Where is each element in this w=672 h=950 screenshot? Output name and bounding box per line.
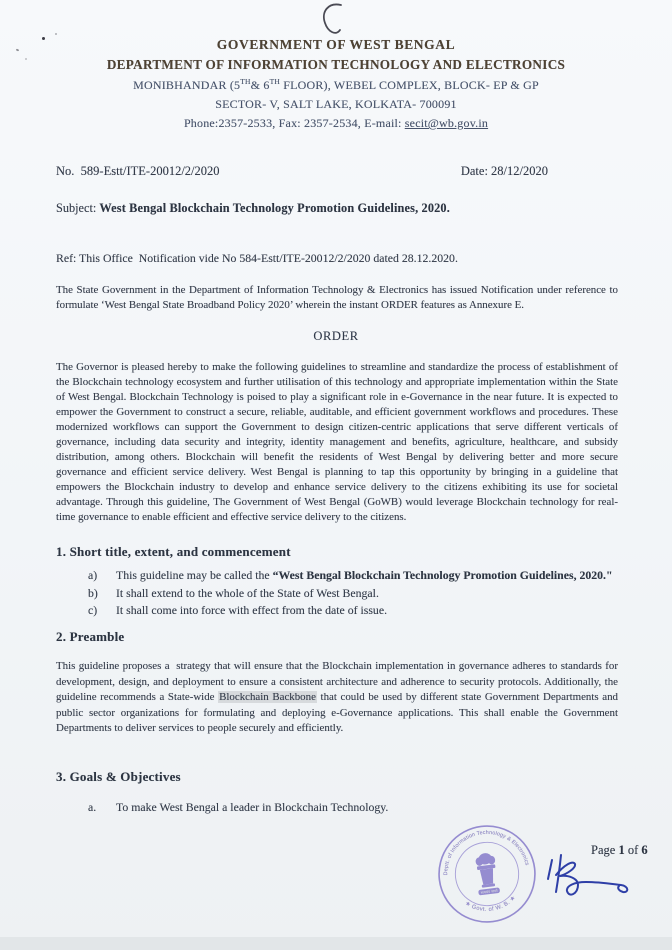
list-item: a. To make West Bengal a leader in Blockchain Technology. [88,800,389,814]
letterhead [0,37,672,131]
pen-scratch-mark [317,1,347,37]
stamp-arc-bottom-text: ★ Govt. of W. B. ★ [463,894,518,914]
preamble-paragraph: This guideline proposes a strategy that will ensure that the Blockchain implementation in governance adheres to standards for development, design, and deployment to ensure a consistent architecture and adherence to security protocols. Additionally, the guideline recommends a State-wide Blockchain Backbone that could be used by different state Government Departments and public sector organizations for formulating and deploying e-Governance applications. This shall enable the Government Departments to deliver services to people securely and efficiently. [56,660,618,734]
svg-text:★ Govt. of W. B. ★ [463,894,518,916]
meta-row [56,164,548,179]
section-2-heading: 2. Preamble [56,629,125,644]
memo-date: Date: 28/12/2020 [460,164,548,178]
stamp-motto: सत्यमेव जयते [480,888,498,895]
scan-edge-strip [0,937,672,950]
list-item: c) It shall come into force with effect from the date of issue. [88,603,388,617]
stamp-arc-top-text: Deptt. of Information Technology & Electronics [443,829,530,876]
order-heading: ORDER [313,329,359,343]
highlighted-text: Blockchain Backbone [219,691,316,703]
page-number: Page 1 of 6 [591,843,648,857]
subject-line: Subject: West Bengal Blockchain Technology Promotion Guidelines, 2020. [56,201,450,215]
contact-line: Phone:2357-2533, Fax: 2357-2534, E-mail: secit@wb.gov.in [183,116,489,130]
department-name: DEPARTMENT OF INFORMATION TECHNOLOGY AND ELECTRONICS [106,57,566,72]
list-item: b) It shall extend to the whole of the State of West Bengal. [88,585,379,600]
reference-line: Ref: This Office Notification vide No 584-Estt/ITE-20012/2/2020 dated 28.12.2020. [56,251,458,265]
intro-paragraph: The State Government in the Department of Information Technology & Electronics has issued Notification under reference to formulate ‘West Bengal State Broadband Policy 2020’ wherein the instant ORDER features as Annexure E. [56,284,618,311]
address-line-2: SECTOR- V, SALT LAKE, KOLKATA- 700091 [215,97,457,111]
section-3-heading: 3. Goals & Objectives [56,769,181,784]
scan-speck [55,33,57,35]
address-line-1: MONIBHANDAR (5TH& 6TH FLOOR), WEBEL COMPLEX, BLOCK- EP & GP [133,77,539,92]
memo-number: No. 589-Estt/ITE-20012/2/2020 [56,164,220,178]
subject-title: West Bengal Blockchain Technology Promotion Guidelines, 2020. [99,201,450,215]
order-paragraph: The Governor is pleased hereby to make the following guidelines to streamline and standardize the process of establishment of the Blockchain technology ecosystem and further utilisation of this technology and appropriate implementation within the State of West Bengal. Blockchain Technology is poised to play a significant role in e-Governance in the near future. It is expected to empower the Government to construct a secure, reliable, auditable, and efficient government workflows and procedures. These modernized workflows can support the Government to design citizen-centric applications that serve different verticals of governance, including data security and integrity, identity management and benefits, agriculture, healthcare, and subsidy distribution, among others. Blockchain will benefit the residents of West Bengal by delivering better and more secure governance and efficient service delivery. West Bengal is planning to tap this opportunity by bringing in a guideline that empowers the Blockchain industry to develop and enhance service delivery to the citizens exhibiting its use for societal advantage. Through this guideline, The Government of West Bengal (GoWB) would leverage Blockchain technology for real-time governance to enable efficient and effective service delivery to the citizens. [56,361,618,523]
section-1-list [88,567,616,620]
department-round-stamp [430,817,544,931]
section-1-heading: 1. Short title, extent, and commencement [56,544,291,559]
section-3-list [88,799,616,817]
government-name: GOVERNMENT OF WEST BENGAL [216,37,456,52]
email-address: secit@wb.gov.in [404,116,489,130]
list-item: a) This guideline may be called the “West Bengal Blockchain Technology Promotion Guidelines, 2020." [88,568,613,582]
handwritten-signature [540,853,638,901]
